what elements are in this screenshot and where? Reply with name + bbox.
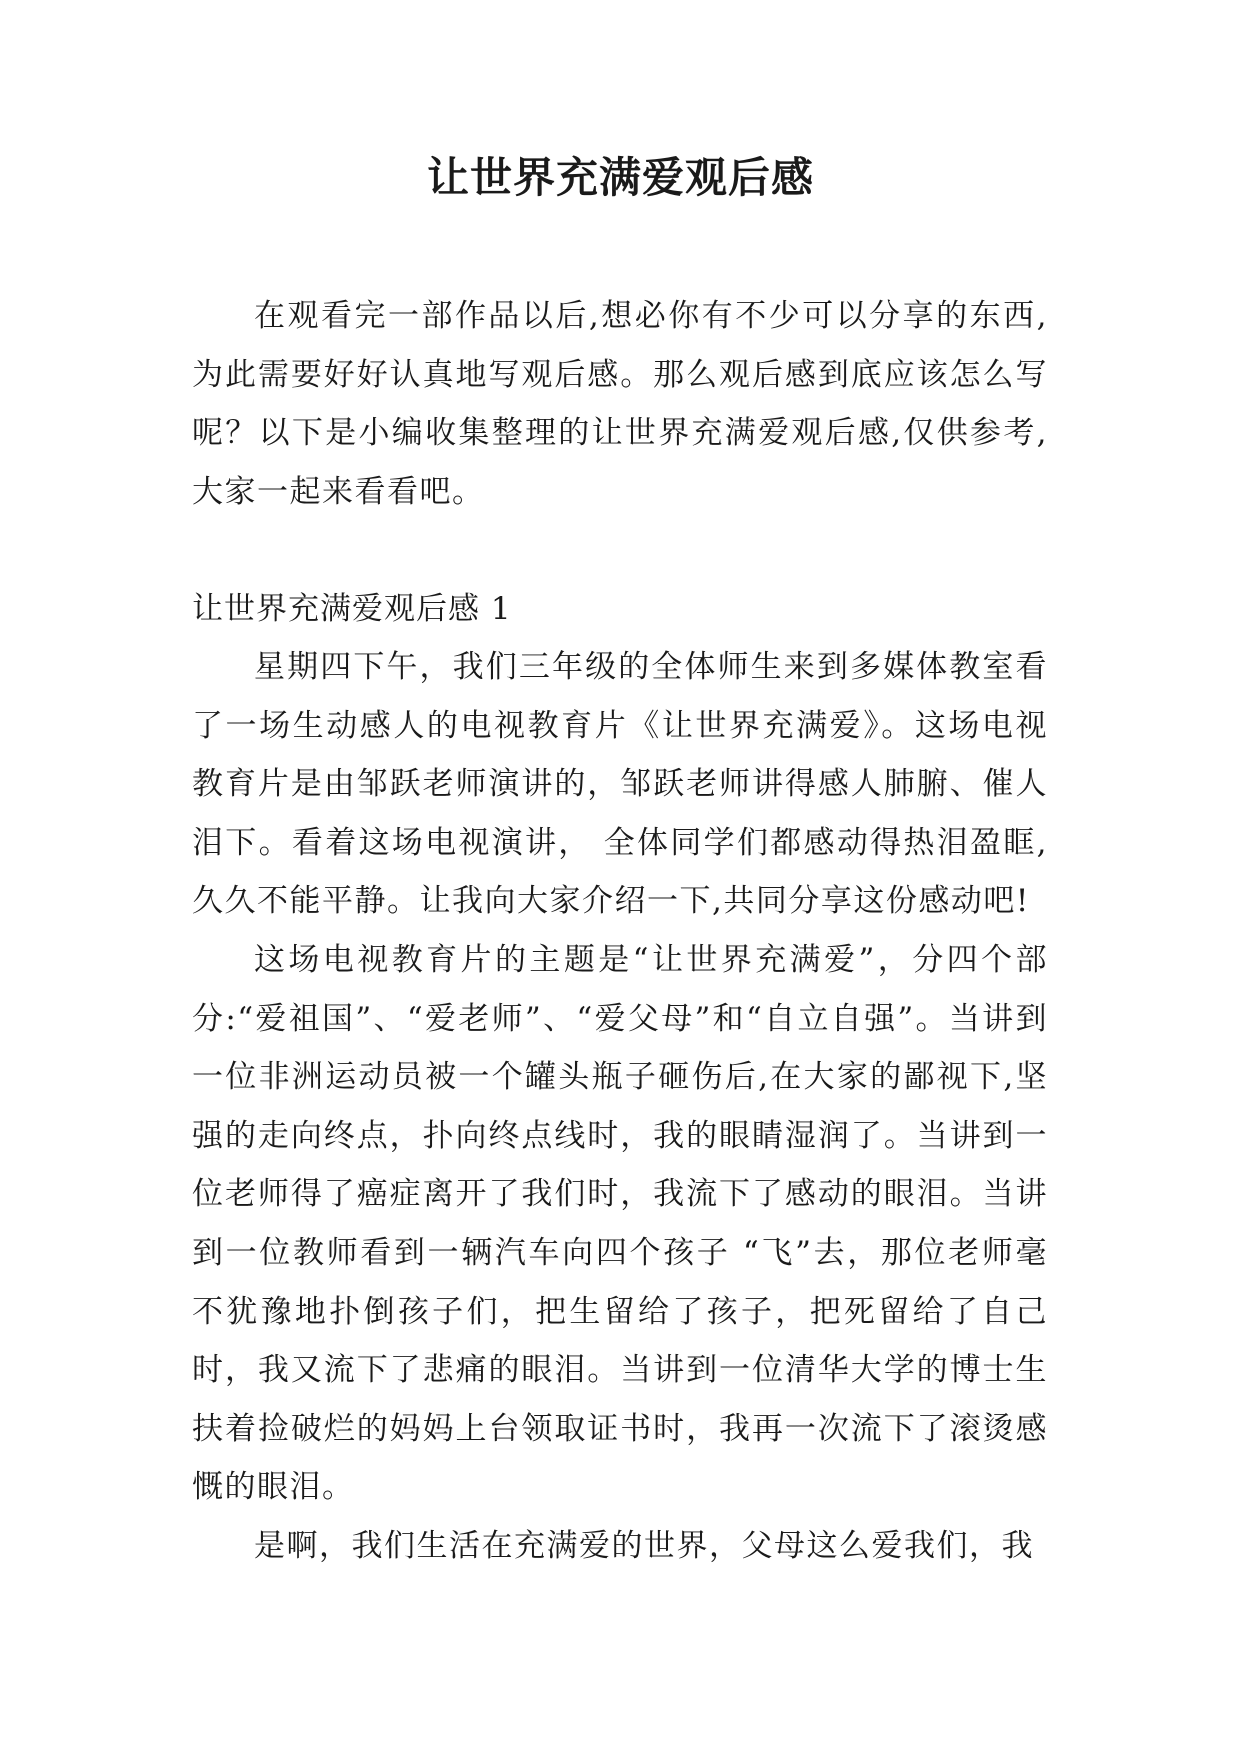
section-heading: 让世界充满爱观后感 1: [192, 591, 512, 627]
section-content: [192, 638, 1048, 1576]
intro-paragraph: 在观看完一部作品以后,想必你有不少可以分享的东西,为此需要好好认真地写观后感。那么观后感到底应该怎么写呢？以下是小编收集整理的让世界充满爱观后感,仅供参考,大家一起来看看吧。: [192, 298, 1048, 510]
body-paragraph-1: 星期四下午，我们三年级的全体师生来到多媒体教室看了一场生动感人的电视教育片《让世界充满爱》。这场电视教育片是由邹跃老师演讲的，邹跃老师讲得感人肺腑、催人泪下。看着这场电视演讲， 全体同学们都感动得热泪盈眶,久久不能平静。让我向大家介绍一下,共同分享这份感动吧!: [192, 649, 1048, 920]
body-paragraph-2: 这场电视教育片的主题是“让世界充满爱”，分四个部分:“爱祖国”、“爱老师”、“爱父母”和“自立自强”。当讲到一位非洲运动员被一个罐头瓶子砸伤后,在大家的鄙视下,坚强的走向终点，扑向终点线时，我的眼睛湿润了。当讲到一位老师得了癌症离开了我们时，我流下了感动的眼泪。当讲到一位教师看到一辆汽车向四个孩子 “飞”去，那位老师毫不犹豫地扑倒孩子们，把生留给了孩子，把死留给了自己时，我又流下了悲痛的眼泪。当讲到一位清华大学的博士生扶着捡破烂的妈妈上台领取证书时，我再一次流下了滚烫感慨的眼泪。: [192, 941, 1048, 1506]
body-paragraph-3: 是啊，我们生活在充满爱的世界，父母这么爱我们，我: [254, 1527, 1034, 1564]
page-title: 让世界充满爱观后感: [426, 153, 814, 202]
